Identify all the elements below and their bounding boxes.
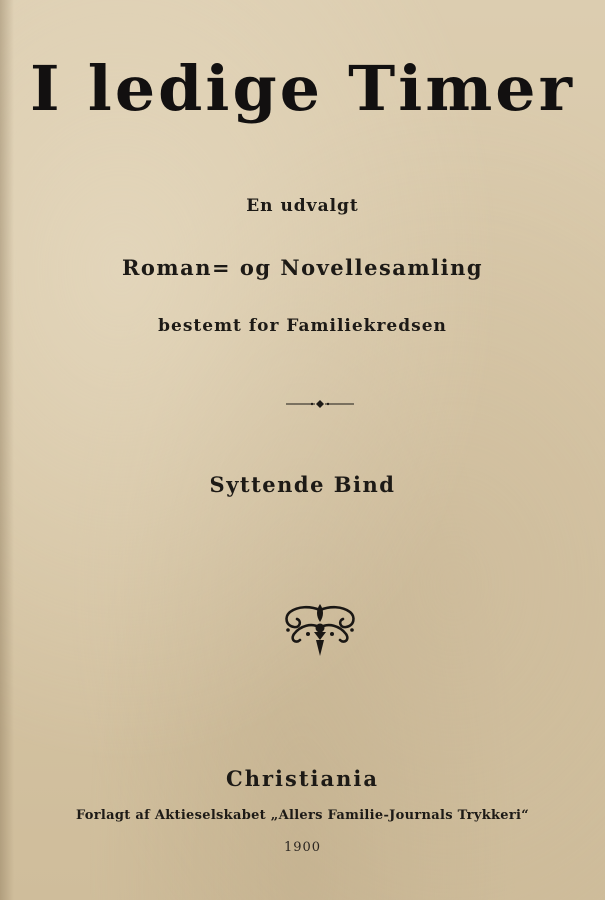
page-edge-shadow bbox=[0, 0, 14, 900]
subtitle-line-3: bestemt for Familiekredsen bbox=[158, 316, 447, 336]
rule-divider-icon bbox=[284, 398, 356, 410]
volume-label: Syttende Bind bbox=[209, 472, 396, 497]
publisher-line: Forlagt af Aktieselskabet „Allers Familie-Journals Trykkeri“ bbox=[75, 808, 530, 823]
subtitle-line-2: Roman= og Novellesamling bbox=[121, 255, 484, 280]
subtitle-line-1: En udvalgt bbox=[246, 196, 359, 216]
publication-city: Christiania bbox=[226, 766, 379, 791]
book-title: I ledige Timer bbox=[30, 52, 575, 125]
fleuron-ornament-icon bbox=[280, 600, 360, 658]
publication-year: 1900 bbox=[283, 840, 322, 855]
